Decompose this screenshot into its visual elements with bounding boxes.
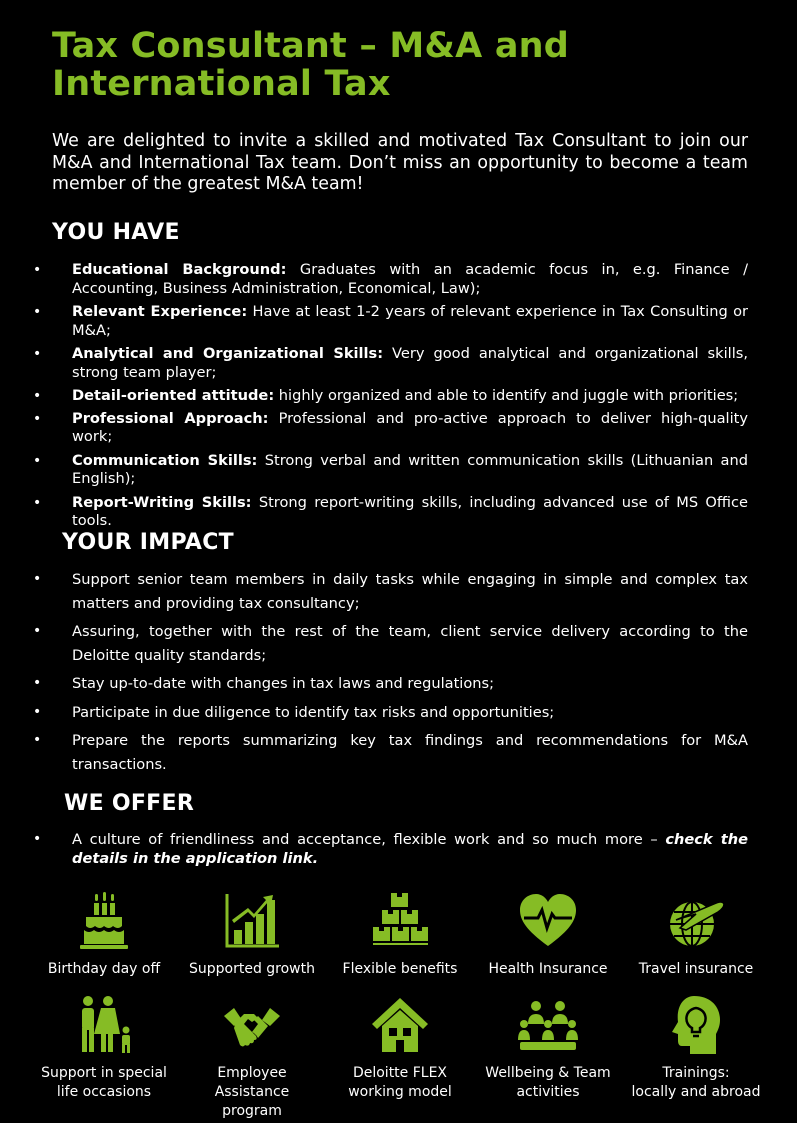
we-offer-heading: WE OFFER [64,791,195,816]
bullet: • [33,675,42,691]
benefit-label: Birthday day off [47,961,161,977]
head-bulb-icon [666,994,726,1056]
benefit-health [474,890,622,979]
benefit-trainings [622,994,770,1121]
list-item: • A culture of friendliness and acceptance, flexible work and so much more – check the details in the application link. [33,831,749,867]
benefit-wellbeing [474,994,622,1121]
benefit-label: Flexible benefits [342,961,458,977]
you-have-heading: YOU HAVE [52,220,180,245]
bullet: • [33,703,42,720]
benefit-travel [622,890,770,979]
list-item: • Stay up-to-date with changes in tax laws and regulations; [43,672,748,696]
list-item: • Educational Background: Graduates with an academic focus in, e.g. Finance / Accounting, Business Administration, Economical, Law); [33,261,748,297]
team-icon [518,994,578,1056]
growth-chart-icon [222,890,282,952]
family-icon [74,994,134,1056]
benefit-label: Travel insurance [638,961,754,977]
benefit-flex-model [326,994,474,1121]
list-item: • Professional Approach: Professional and pro-active approach to deliver high-quality work; [33,409,748,445]
bullet: • [33,571,42,587]
application-link-note: check the details in the application link. [72,831,749,867]
list-item: • Support senior team members in daily tasks while engaging in simple and complex tax matters and providing tax consultancy; [43,568,748,615]
your-impact-heading: YOUR IMPACT [62,530,234,555]
bullet: • [33,262,42,278]
bullet: • [33,346,42,362]
boxes-icon [370,890,430,952]
bullet: • [33,304,42,320]
benefit-special-occasions [30,994,178,1121]
benefit-label: Deloitte FLEX working model [348,1065,452,1100]
list-item: • Prepare the reports summarizing key tax findings and recommendations for M&A transactions. [43,729,748,776]
bullet: • [33,494,42,511]
you-have-list [33,261,748,536]
page-title: Tax Consultant – M&A and International Tax [52,26,570,104]
benefit-flexible [326,890,474,979]
handshake-icon [222,994,282,1056]
list-item: • Communication Skills: Strong verbal and written communication skills (Lithuanian and English); [33,451,748,487]
benefit-birthday [30,890,178,979]
list-item: • Assuring, together with the rest of the team, client service delivery according to the Deloitte quality standards; [43,620,748,667]
house-icon [370,994,430,1056]
benefit-label: Trainings: locally and abroad [631,1065,761,1100]
list-item: • Analytical and Organizational Skills: Very good analytical and organizational skills, strong team player; [33,345,748,381]
bullet: • [33,732,42,748]
benefit-label: Supported growth [188,961,315,977]
benefits-row-1 [30,890,770,979]
benefit-label: Wellbeing & Team activities [485,1065,611,1100]
we-offer-list [33,830,749,868]
globe-plane-icon [666,890,726,952]
bullet: • [33,410,42,427]
benefit-label: Support in special life occasions [41,1065,167,1100]
your-impact-list [33,568,748,781]
bullet: • [33,452,42,469]
benefit-label: Health Insurance [488,961,608,977]
bullet: • [33,388,42,404]
list-item: • Relevant Experience: Have at least 1-2 years of relevant experience in Tax Consulting or M&A; [33,303,748,339]
benefits-row-2 [30,994,770,1121]
bullet: • [33,623,42,639]
list-item: • Detail-oriented attitude: highly organized and able to identify and juggle with priorities; [33,387,739,404]
list-item: • Report-Writing Skills: Strong report-writing skills, including advanced use of MS Office tools. [33,493,748,529]
benefit-employee-assistance [178,994,326,1121]
benefit-label: Employee Assistance program [214,1065,290,1119]
bullet: • [33,831,42,847]
list-item: • Participate in due diligence to identify tax risks and opportunities; [43,701,748,725]
birthday-cake-icon [74,890,134,952]
intro-paragraph: We are delighted to invite a skilled and motivated Tax Consultant to join our M&A and International Tax team. Don’t miss an opportunity to become a team member of the greatest M&A team! [52,131,748,194]
heart-pulse-icon [518,890,578,952]
benefit-growth [178,890,326,979]
